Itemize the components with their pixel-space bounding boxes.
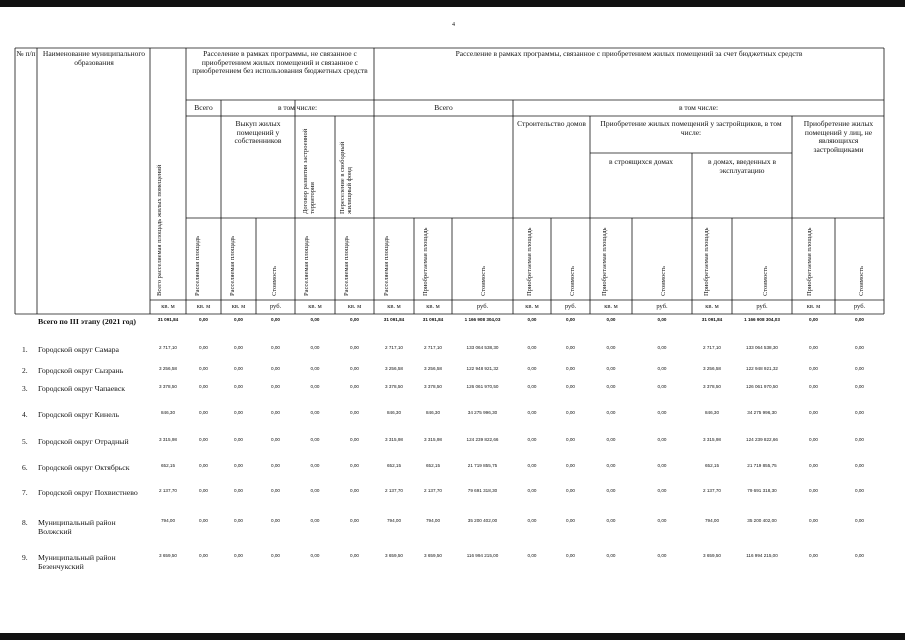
total-row-cell: 31 091,84 [157,317,179,322]
table-cell: 0,00 [855,463,864,468]
unit: кв. м [231,303,246,310]
table-cell: 0,00 [199,366,208,371]
total-row-cell: 1 166 908 304,03 [744,317,780,322]
table-cell: 0,00 [310,410,320,415]
table-cell: 122 948 921,32 [746,366,778,371]
row-name: Городской округ Чапаевск [38,384,126,393]
total-row-cell: 0,00 [350,317,359,322]
table-cell: 0,00 [606,488,616,493]
table-cell: 0,00 [809,410,818,415]
table-cell: 0,00 [234,366,243,371]
table-cell: 3 256,58 [703,366,721,371]
header-dogovor: Договор развития застроенной территории [302,128,316,214]
table-cell: 846,30 [386,410,402,415]
table-cell: 0,00 [657,488,667,493]
total-row-cell: 0,00 [199,317,208,322]
table-cell: 0,00 [855,345,864,350]
table-cell: 0,00 [199,345,208,350]
table-cell: 2 137,70 [385,488,403,493]
row-name: Муниципальный район Волжский [38,518,116,536]
table-cell: 0,00 [809,488,818,493]
table-cell: 0,00 [199,437,208,442]
header-v-stroyashchihsya: в строящихся домах [608,157,674,166]
header-no: № п/п [16,49,36,58]
table-cell: 0,00 [350,463,359,468]
table-cell: 0,00 [234,518,243,523]
table-cell: 0,00 [199,463,208,468]
col-stoimost-1: Стоимость [271,266,278,296]
page-number: 4 [452,22,455,28]
table-cell: 0,00 [606,518,616,523]
table-cell: 35 200 402,00 [467,518,498,523]
table-cell: 846,30 [704,410,720,415]
total-row-cell: 0,00 [310,317,320,322]
col-rasselyaemaya-2: Расселяемая площадь [229,235,236,296]
table-cell: 0,00 [350,366,359,371]
table-cell: 0,00 [809,366,818,371]
table-cell: 0,00 [606,553,616,558]
table-cell: 0,00 [809,518,818,523]
table-cell: 0,00 [271,518,280,523]
table-cell: 0,00 [234,384,243,389]
col-stoimost-5: Стоимость [762,266,769,296]
table-cell: 0,00 [809,437,818,442]
table-cell: 124 239 822,66 [746,437,778,442]
table-cell: 0,00 [566,384,575,389]
unit: руб. [656,303,668,310]
col-priobretaemaya-4: Приобретаемая площадь [703,227,710,296]
header-pereselenie: Переселение в свободный жилищный фонд [339,141,353,214]
table-cell: 34 275 996,30 [747,410,777,415]
table-cell: 3 315,98 [159,437,177,442]
table-cell: 0,00 [566,553,575,558]
table-cell: 0,00 [657,345,667,350]
col-priobretaemaya-5: Приобретаемая площадь [806,227,813,296]
header-stroitelstvo: Строительство домов [517,119,586,128]
table-cell: 0,00 [199,384,208,389]
total-row-cell: 0,00 [657,317,667,322]
table-cell: 34 275 996,30 [467,410,498,415]
header-group2: Расселение в рамках программы, связанное с приобретением жилых помещений за счет бюджетных средств [455,49,803,58]
table-cell: 0,00 [310,366,320,371]
table-cell: 0,00 [350,410,359,415]
table-cell: 0,00 [606,410,616,415]
table-cell: 0,00 [566,437,575,442]
row-name: Городской округ Кинель [38,410,120,419]
table-cell: 3 256,58 [385,366,403,371]
table-cell: 0,00 [855,518,864,523]
total-row-cell: 0,00 [234,317,243,322]
col-rasselyaemaya-1: Расселяемая площадь [194,235,201,296]
header-priobretenie-zastr: Приобретение жилых помещений у застройщиков, в том числе: [600,119,782,137]
header-v-domah-vvedennyh: в домах, введенных в эксплуатацию [707,157,776,175]
table-cell: 126 061 970,50 [466,384,499,389]
table-cell: 3 378,50 [385,384,403,389]
table-cell: 0,00 [199,518,208,523]
table-cell: 3 315,98 [703,437,721,442]
table-cell: 0,00 [271,384,280,389]
header-priobretenie-lic: Приобретение жилых помещений у лиц, не являющихся застройщиками [803,119,874,154]
table-cell: 133 064 538,30 [746,345,778,350]
col-priobretaemaya-2: Приобретаемая площадь [526,227,533,296]
header-name: Наименование муниципального образования [42,49,146,67]
table-cell: 0,00 [271,488,280,493]
table-cell: 0,00 [310,553,320,558]
table-cell: 0,00 [350,437,359,442]
total-row-label: Всего по III этапу (2021 год) [38,317,136,326]
table-cell: 0,00 [310,437,320,442]
table-cell: 2 717,10 [159,345,177,350]
table-cell: 0,00 [527,384,537,389]
col-stoimost-6: Стоимость [858,266,865,296]
row-name: Городской округ Сызрань [38,366,124,375]
table-cell: 0,00 [310,384,320,389]
table-cell: 116 994 215,00 [746,553,778,558]
table-cell: 794,00 [386,518,402,523]
table-cell: 0,00 [527,410,537,415]
table-cell: 0,00 [566,345,575,350]
row-name: Муниципальный район Безенчукский [38,553,116,571]
table-cell: 0,00 [606,463,616,468]
table-cell: 0,00 [234,488,243,493]
header-g2-v-tom-chisle: в том числе: [678,103,719,112]
col-rasselyaemaya-5: Расселяемая площадь [383,235,390,296]
row-name: Городской округ Отрадный [38,437,129,446]
table-cell: 0,00 [527,553,537,558]
unit: кв. м [525,303,539,310]
table-cell: 79 691 318,30 [467,488,498,493]
table-cell: 3 659,50 [385,553,403,558]
row-number: 3. [22,384,28,393]
table-cell: 0,00 [606,384,616,389]
table-cell: 3 659,50 [703,553,721,558]
table-cell: 0,00 [350,518,359,523]
table-cell: 126 061 970,50 [746,384,778,389]
table-cell: 3 378,50 [159,384,177,389]
unit: кв. м [387,303,401,310]
table-cell: 0,00 [606,366,616,371]
row-number: 9. [22,553,28,562]
total-row-cell: 0,00 [527,317,537,322]
table-cell: 0,00 [566,488,575,493]
table-cell: 2 137,70 [703,488,721,493]
table-cell: 846,30 [425,410,441,415]
col-stoimost-3: Стоимость [569,266,576,296]
table-cell: 0,00 [350,488,359,493]
table-cell: 0,00 [234,553,243,558]
table-cell: 122 948 921,32 [466,366,499,371]
table-cell: 116 994 215,00 [466,553,499,558]
table-cell: 794,00 [425,518,441,523]
table-cell: 0,00 [527,488,537,493]
table-cell: 0,00 [527,437,537,442]
table-cell: 21 719 855,75 [747,463,777,468]
table-cell: 0,00 [657,366,667,371]
table-cell: 0,00 [657,410,667,415]
row-number: 2. [22,366,28,375]
table-cell: 0,00 [271,437,280,442]
unit: руб. [269,303,282,310]
table-cell: 3 315,98 [424,437,442,442]
table-cell: 2 717,10 [703,345,721,350]
table-cell: 0,00 [606,437,616,442]
table-cell: 3 256,58 [159,366,177,371]
row-name: Городской округ Октябрьск [38,463,130,472]
table-cell: 0,00 [809,553,818,558]
table-cell: 2 137,70 [159,488,177,493]
col-stoimost-4: Стоимость [660,266,667,296]
header-vykup: Выкуп жилых помещений у собственников [234,119,282,145]
table-cell: 0,00 [855,437,864,442]
col-stoimost-2: Стоимость [480,266,487,296]
table-cell: 0,00 [310,345,320,350]
row-number: 1. [22,345,28,354]
table-cell: 0,00 [350,345,359,350]
row-number: 5. [22,437,28,446]
row-number: 8. [22,518,28,527]
col-rasselyaemaya-4: Расселяемая площадь [343,235,350,296]
table-cell: 0,00 [271,410,280,415]
table-cell: 0,00 [657,463,667,468]
unit: руб. [476,303,489,310]
table-cell: 0,00 [566,366,575,371]
table-cell: 21 719 855,75 [467,463,498,468]
total-row-cell: 0,00 [566,317,575,322]
row-name: Городской округ Самара [38,345,120,354]
table-cell: 0,00 [566,410,575,415]
table-cell: 0,00 [271,366,280,371]
header-group1: Расселение в рамках программы, не связанное с приобретением жилых помещений и связанное с приобретением без использования бюджетных средств [192,49,368,75]
table-cell: 3 659,50 [159,553,177,558]
table-cell: 3 378,50 [424,384,442,389]
table-cell: 0,00 [809,384,818,389]
table-cell: 2 137,70 [424,488,442,493]
table-cell: 0,00 [566,518,575,523]
table-cell: 0,00 [657,518,667,523]
total-row-cell: 1 166 908 304,03 [464,317,501,322]
table-cell: 794,00 [704,518,720,523]
table-cell: 0,00 [234,463,243,468]
table-cell: 0,00 [657,437,667,442]
table-cell: 0,00 [527,518,537,523]
table-cell: 0,00 [271,345,280,350]
col-priobretaemaya-1: Приобретаемая площадь [422,227,429,296]
table-cell: 0,00 [271,553,280,558]
table-cell: 0,00 [350,553,359,558]
table-cell: 652,15 [386,463,402,468]
table-cell: 133 064 538,30 [466,345,499,350]
unit: кв. м [347,303,362,310]
table-cell: 0,00 [527,345,537,350]
table-cell: 0,00 [855,366,864,371]
table-cell: 652,15 [160,463,176,468]
unit: кв. м [806,303,821,310]
col-rasselyaemaya-3: Расселяемая площадь [303,235,310,296]
table-cell: 652,15 [425,463,441,468]
total-row-cell: 0,00 [606,317,616,322]
row-number: 7. [22,488,28,497]
table-cell: 3 659,50 [424,553,442,558]
total-row-cell: 31 091,84 [383,317,405,322]
table-cell: 0,00 [199,410,208,415]
table-cell: 35 200 402,00 [747,518,777,523]
table-cell: 0,00 [809,463,818,468]
unit: кв. м [604,303,618,310]
table-cell: 3 256,58 [424,366,442,371]
table-cell: 3 315,98 [385,437,403,442]
table-cell: 0,00 [271,463,280,468]
header-g1-vsego: Всего [194,103,213,112]
total-row-cell: 0,00 [855,317,864,322]
header-total-area: Всего расселяемая площадь жилых помещений [156,164,163,296]
unit: кв. м [705,303,719,310]
unit: кв. м [308,303,322,310]
col-priobretaemaya-3: Приобретаемая площадь [601,227,608,296]
unit: кв. м [196,303,211,310]
table-cell: 0,00 [199,488,208,493]
unit: кв. м [426,303,440,310]
total-row-cell: 0,00 [809,317,818,322]
table-cell: 2 717,10 [385,345,403,350]
table-cell: 794,00 [160,518,176,523]
table-cell: 0,00 [855,410,864,415]
table-cell: 0,00 [855,384,864,389]
table-cell: 0,00 [566,463,575,468]
table-cell: 846,30 [160,410,176,415]
table-cell: 0,00 [234,410,243,415]
header-g1-v-tom-chisle: в том числе: [277,103,318,112]
table-cell: 652,15 [704,463,720,468]
unit: руб. [756,303,768,310]
total-row-cell: 31 091,84 [701,317,723,322]
table-cell: 0,00 [527,366,537,371]
row-number: 4. [22,410,28,419]
header-g2-vsego: Всего [434,103,453,112]
table-cell: 0,00 [310,518,320,523]
table-cell: 0,00 [234,345,243,350]
table-cell: 0,00 [657,384,667,389]
row-name: Городской округ Похвистнево [38,488,138,497]
total-row-cell: 0,00 [271,317,280,322]
table-cell: 0,00 [809,345,818,350]
table-cell: 0,00 [310,463,320,468]
table-cell: 0,00 [350,384,359,389]
total-row-cell: 31 091,84 [422,317,444,322]
row-number: 6. [22,463,28,472]
table-cell: 0,00 [855,488,864,493]
table-cell: 0,00 [657,553,667,558]
table-cell: 2 717,10 [424,345,442,350]
table-cell: 0,00 [527,463,537,468]
table-cell: 3 378,50 [703,384,721,389]
unit: кв. м [161,303,175,310]
table-cell: 0,00 [855,553,864,558]
table-cell: 0,00 [310,488,320,493]
table-cell: 0,00 [606,345,616,350]
table-cell: 0,00 [234,437,243,442]
table-cell: 124 239 822,66 [466,437,499,442]
table-cell: 79 691 318,30 [747,488,777,493]
table-cell: 0,00 [199,553,208,558]
unit: руб. [853,303,866,310]
unit: руб. [564,303,577,310]
